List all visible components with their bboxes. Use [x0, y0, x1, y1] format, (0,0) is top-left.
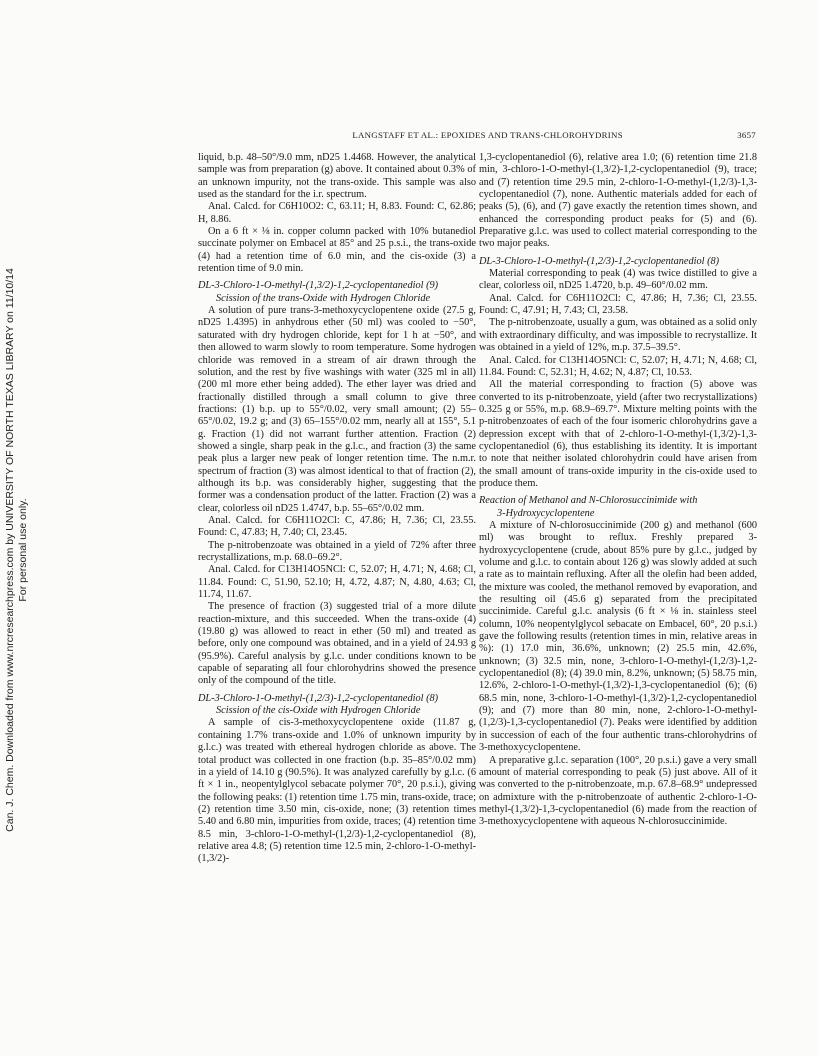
paragraph: A sample of cis-3-methoxycyclopentene oxide (11.87 g, containing 1.7% trans-oxide and 1.0% of unknown impurity by g.l.c.) was treated with ethereal hydrogen chloride as above. The total product was collected in one fraction (b.p. 35–85°/0.02 mm) in a yield of 14.10 g (90.5%). It was analyzed carefully by g.l.c. (6 ft × 1 in., neopentylglycol sebacate polymer 70°, 20 p.s.i.), giving the following peaks: (1) retention time 1.75 min, trans-oxide, trace; (2) retention time 3.50 min, cis-oxide, none; (3) retention times 5.40 and 6.80 min, impurities from oxide, traces; (4) retention time 8.5 min, 3-chloro-1-O-methyl-(1,2/3)-1,2-cyclopentanediol (8), relative area 4.8; (5) retention time 12.5 min, 2-chloro-1-O-methyl-(1,3/2)- [198, 717, 476, 865]
paragraph: All the material corresponding to fraction (5) above was converted to its p-nitrobenzoate, yield (after two recrystallizations) 0.325 g or 55%, m.p. 68.9–69.7°. Mixture melting points with the p-nitrobenzoates of each of the four isomeric chlorohydrins gave a depression except with that of 2-chloro-1-O-methyl-(1,3/2)-1,3-cyclopentanediol (6), thus establishing its identity. It is important to note that neither isolated chlorohydrin could have arisen from the small amount of trans-oxide impurity in the cis-oxide used to produce them. [479, 379, 757, 489]
paragraph: Material corresponding to peak (4) was twice distilled to give a clear, colorless oil, nD25 1.4720, b.p. 49–60°/0.02 mm. [479, 268, 757, 292]
section-heading: Scission of the cis-Oxide with Hydrogen Chloride [216, 705, 421, 717]
paragraph: Anal. Calcd. for C13H14O5NCl: C, 52.07; H, 4.71; N, 4.68; Cl, 11.84. Found: C, 52.31; H, 4.62; N, 4.87; Cl, 10.53. [479, 354, 757, 378]
watermark-text [4, 268, 30, 832]
running-header [198, 130, 756, 140]
section-heading: DL-3-Chloro-1-O-methyl-(1,2/3)-1,2-cyclopentanediol (8) [479, 255, 720, 267]
section-heading: DL-3-Chloro-1-O-methyl-(1,3/2)-1,2-cyclopentanediol (9) [198, 280, 439, 292]
left-column [198, 152, 476, 866]
paragraph: A preparative g.l.c. separation (100°, 20 p.s.i.) gave a very small amount of material corresponding to peak (5) just above. All of it was converted to the p-nitrobenzoate, m.p. 67.8–68.9° undepressed on admixture with the p-nitrobenzoate of authentic 2-chloro-1-O-methyl-(1,3/2)-1,3-cyclopentanediol (6) made from the reaction of 3-methoxycyclopentene with aqueous N-chlorosuccinimide. [479, 754, 757, 828]
paragraph: The p-nitrobenzoate was obtained in a yield of 72% after three recrystallizations, m.p. 68.0–69.2°. [198, 539, 476, 563]
page-number: 3657 [737, 130, 756, 140]
download-watermark [0, 150, 34, 950]
section-heading: 3-Hydroxycyclopentene [497, 507, 595, 519]
running-title: LANGSTAFF ET AL.: EPOXIDES AND TRANS-CHLOROHYDRINS [352, 130, 623, 140]
paragraph: A solution of pure trans-3-methoxycyclopentene oxide (27.5 g, nD25 1.4395) in anhydrous ether (50 ml) was cooled to −50°, saturated with dry hydrogen chloride, kept for 1 h at −50°, and then allowed to warm slowly to room temperature. Some hydrogen chloride was removed in a stream of air drawn through the solution, and the rest by five washings with water (325 ml in all) (200 ml more ether being added). The ether layer was dried and fractionally distilled through a small column to give three fractions: (1) b.p. up to 55°/0.02, very small amount; (2) 55–65°/0.02, 19.2 g; and (3) 65–155°/0.02 mm, nearly all at 155°, 5.1 g. Fraction (1) did not warrant further attention. Fraction (2) showed a single, sharp peak in the g.l.c., and fraction (3) the same peak plus a larger new peak of longer retention time. The n.m.r. spectrum of fraction (3) was almost identical to that of fraction (2), although its b.p. was considerably higher, suggesting that the former was a condensation product of the latter. Fraction (2) was a clear, colorless oil nD25 1.4747, b.p. 55–65°/0.02 mm. [198, 305, 476, 514]
paragraph: Anal. Calcd. for C6H10O2: C, 63.11; H, 8.83. Found: C, 62.86; H, 8.86. [198, 201, 476, 225]
paragraph: A mixture of N-chlorosuccinimide (200 g) and methanol (600 ml) was brought to reflux. Freshly prepared 3-hydroxycyclopentene (crude, about 85% pure by g.l.c., judged by volume and g.l.c. to contain about 126 g) was slowly added at such a rate as to maintain refluxing. After all the olefin had been added, the mixture was cooled, the methanol removed by evaporation, and the resulting oil (45.6 g) separated from the precipitated succinimide. Careful g.l.c. analysis (6 ft × ⅛ in. stainless steel column, 10% neopentylglycol sebacate on Embacel, 60°, 20 p.s.i.) gave the following results (retention times in min, relative areas in %): (1) 17.0 min, 36.6%, unknown; (2) 25.5 min, 42.6%, unknown; (3) 32.5 min, none, 3-chloro-1-O-methyl-(1,2/3)-1,2-cyclopentanediol (8); (4) 39.0 min, 8.2%, unknown; (5) 58.75 min, 12.6%, 2-chloro-1-O-methyl-(1,3/2)-1,3-cyclopentanediol (6); (6) 68.5 min, none, 3-chloro-1-O-methyl-(1,3/2)-1,2-cyclopentanediol (9); and (7) more than 80 min, none, 2-chloro-1-O-methyl-(1,2/3)-1,3-cyclopentanediol (7). Peaks were identified by addition in succession of each of the four authentic trans-chlorohydrins of 3-methoxycyclopentene. [479, 519, 757, 754]
watermark-line-1: Can. J. Chem. Downloaded from www.nrcresearchpress.com by UNIVERSITY OF NORTH TEXAS LIBRARY on 11/10/14 [4, 268, 16, 832]
section-heading: DL-3-Chloro-1-O-methyl-(1,2/3)-1,2-cyclopentanediol (8) [198, 692, 439, 704]
paragraph: 1,3-cyclopentanediol (6), relative area 1.0; (6) retention time 21.8 min, 3-chloro-1-O-methyl-(1,3/2)-1,2-cyclopentanediol (9), trace; and (7) retention time 29.5 min, 2-chloro-1-O-methyl-(1,2/3)-1,3-cyclopentanediol (7), none. Authentic materials added for each of peaks (5), (6), and (7) gave exactly the retention times shown, and enhanced the corresponding product peaks for (5) and (6). Preparative g.l.c. was used to collect material corresponding to the two major peaks. [479, 152, 757, 250]
paragraph: The p-nitrobenzoate, usually a gum, was obtained as a solid only with extraordinary difficulty, and was impossible to recrystallize. It was obtained in a yield of 12%, m.p. 37.5–39.5°. [479, 317, 757, 354]
paragraph: On a 6 ft × ⅛ in. copper column packed with 10% butanediol succinate polymer on Embacel at 85° and 25 p.s.i., the trans-oxide (4) had a retention time of 6.0 min, and the cis-oxide (3) a retention time of 9.0 min. [198, 226, 476, 275]
section-heading: Reaction of Methanol and N-Chlorosuccinimide with [479, 495, 698, 507]
paragraph: Anal. Calcd. for C6H11O2Cl: C, 47.86; H, 7.36; Cl, 23.55. Found: C, 47.91; H, 7.43; Cl, 23.58. [479, 292, 757, 317]
section-heading: Scission of the trans-Oxide with Hydrogen Chloride [216, 292, 431, 304]
watermark-line-2: For personal use only. [17, 498, 29, 602]
right-column [479, 152, 757, 829]
paragraph: The presence of fraction (3) suggested trial of a more dilute reaction-mixture, and this succeeded. When the trans-oxide (4) (19.80 g) was allowed to react in ether (50 ml) and treated as before, only one compound was obtained, and in a yield of 24.93 g (95.9%). Careful analysis by g.l.c. under conditions known to be capable of separating all four chlorohydrins showed the presence only of the compound of the title. [198, 601, 476, 687]
paragraph: Anal. Calcd. for C13H14O5NCl: C, 52.07; H, 4.71; N, 4.68; Cl, 11.84. Found: C, 51.90, 52.10; H, 4.72, 4.87; N, 4.80, 4.63; Cl, 11.74, 11.67. [198, 564, 476, 601]
paragraph: Anal. Calcd. for C6H11O2Cl: C, 47.86; H, 7.36; Cl, 23.55. Found: C, 47.83; H, 7.40; Cl, 23.45. [198, 514, 476, 539]
paragraph: liquid, b.p. 48–50°/9.0 mm, nD25 1.4468. However, the analytical sample was from preparation (g) above. It contained about 0.3% of an unknown impurity, not the trans-oxide. This sample was also used as the standard for the i.r. spectrum. [198, 152, 476, 201]
